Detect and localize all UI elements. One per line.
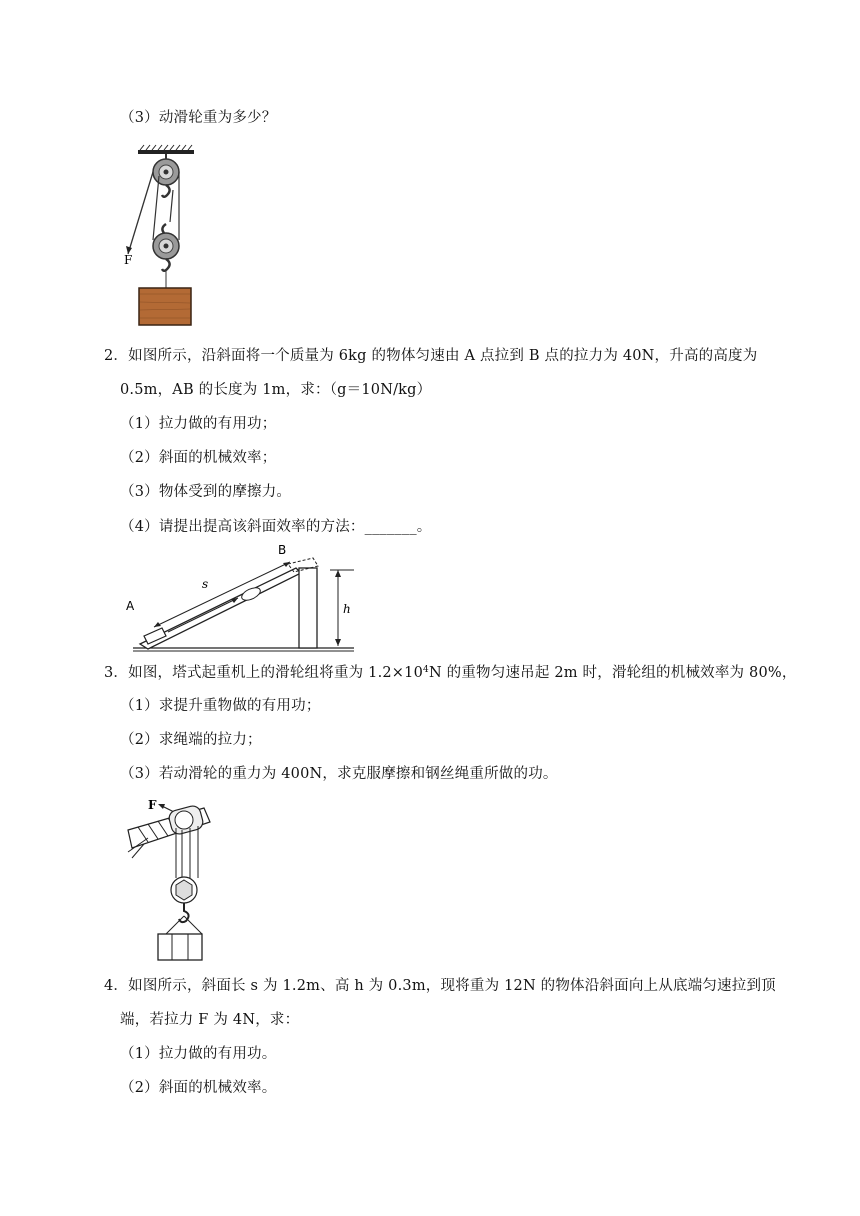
sub-question-1-3: （3）动滑轮重为多少？ xyxy=(120,110,277,126)
crane-figure xyxy=(118,794,218,964)
sub-question-4-2: （2）斜面的机械效率。 xyxy=(120,1080,277,1096)
a-label: A xyxy=(126,599,135,613)
sub-question-3-2: （2）求绳端的拉力； xyxy=(120,732,262,748)
force-label: F xyxy=(148,798,157,812)
sub-question-3-1: （1）求提升重物做的有用功； xyxy=(120,698,321,714)
incline-figure xyxy=(118,540,368,656)
sub-question-2-2: （2）斜面的机械效率； xyxy=(120,450,277,466)
pulley-system-figure xyxy=(118,142,208,328)
question-4-stem-line2: 端，若拉力 F 为 4N，求： xyxy=(120,1012,300,1028)
sub-question-4-1: （1）拉力做的有用功。 xyxy=(120,1046,277,1062)
h-label: h xyxy=(343,602,351,616)
sub-question-2-4: （4）请提出提高该斜面效率的方法：_______。 xyxy=(120,519,432,535)
force-label: F xyxy=(124,253,133,267)
sub-question-2-1: （1）拉力做的有用功； xyxy=(120,416,277,432)
s-label: s xyxy=(202,577,209,591)
sub-question-3-3: （3）若动滑轮的重力为 400N，求克服摩擦和钢丝绳重所做的功。 xyxy=(120,766,558,782)
question-2-stem-line2: 0.5m，AB 的长度为 1m，求：（g＝10N/kg） xyxy=(120,382,432,398)
question-2-stem-line1: 2．如图所示，沿斜面将一个质量为 6kg 的物体匀速由 A 点拉到 B 点的拉力为 40N，升高的高度为 xyxy=(104,348,758,364)
question-3-stem: 3．如图，塔式起重机上的滑轮组将重为 $1.2\times 10^4N$ 的重物匀速吊起 2m 时，滑轮组的机械效率为 80%， xyxy=(104,665,797,681)
b-label: B xyxy=(278,543,287,557)
question-4-stem-line1: 4．如图所示，斜面长 s 为 1.2m、高 h 为 0.3m，现将重为 12N 的物体沿斜面向上从底端匀速拉到顶 xyxy=(104,978,776,994)
sub-question-2-3: （3）物体受到的摩擦力。 xyxy=(120,484,292,500)
